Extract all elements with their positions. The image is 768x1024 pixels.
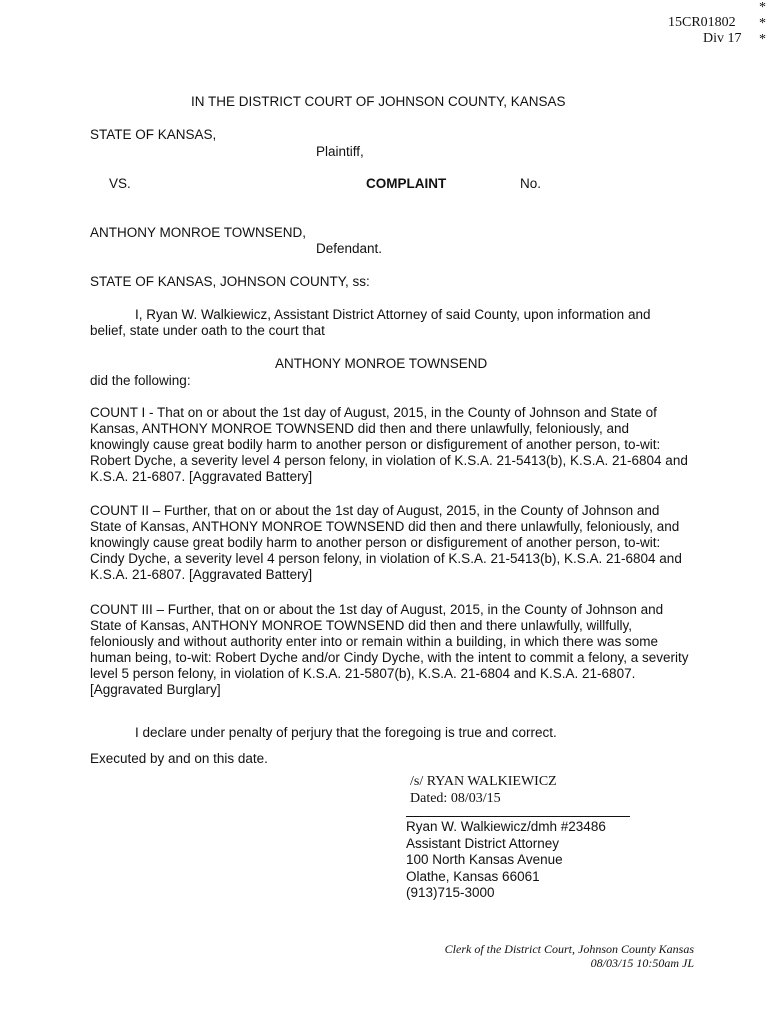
phone-number: (913)715-3000: [406, 885, 495, 900]
filing-timestamp: 08/03/15 10:50am JL: [590, 956, 694, 970]
declaration: I declare under penalty of perjury that the foregoing is true and correct.: [135, 725, 557, 740]
plaintiff-label: Plaintiff,: [316, 144, 364, 159]
defendant-name: ANTHONY MONROE TOWNSEND,: [90, 225, 307, 240]
plaintiff-name: STATE OF KANSAS,: [90, 127, 217, 142]
intro-defendant: ANTHONY MONROE TOWNSEND: [275, 356, 488, 371]
star-mark: *: [759, 16, 766, 31]
case-number-label: No.: [520, 176, 542, 191]
count-paragraph: COUNT II – Further, that on or about the 1st day of August, 2015, in the County of Johnson and State of Kansas, ANTHONY MONROE TOWNSEND did then and there unlawfully, feloniously, and knowingly cause great bodily harm to another person or disfigurement of another person, to-wit: Cindy Dyche, a severity level 4 person felony, in violation of K.S.A. 21-5413(b), K.S.A. 21-6804 and K.S.A. 21-6807. [Aggravated Battery]: [90, 503, 682, 582]
count-paragraph: COUNT I - That on or about the 1st day of August, 2015, in the County of Johnson and State of Kansas, ANTHONY MONROE TOWNSEND did then and there unlawfully, feloniously, and knowingly cause great bodily harm to another person or disfigurement of another person, to-wit: Robert Dyche, a severity level 4 person felony, in violation of K.S.A. 21-5413(b), K.S.A. 21-6804 and K.S.A. 21-6807. [Aggravated Battery]: [90, 405, 688, 484]
intro-paragraph: I, Ryan W. Walkiewicz, Assistant District Attorney of said County, upon information and belief, state under oath to the court that: [90, 307, 651, 338]
defendant-label: Defendant.: [316, 241, 383, 256]
count-paragraph: COUNT III – Further, that on or about the 1st day of August, 2015, in the County of Johnson and State of Kansas, ANTHONY MONROE TOWNSEND did then and there unlawfully, willfully, feloniously and without authority enter into or remain within a building, in which there was some human being, to-wit: Robert Dyche and/or Cindy Dyche, with the intent to commit a felony, a severity level 5 person felony, in violation of K.S.A. 21-5807(b), K.S.A. 21-6804 and K.S.A. 21-6807. [Aggravated Burglary]: [90, 602, 689, 697]
court-title: IN THE DISTRICT COURT OF JOHNSON COUNTY, KANSAS: [191, 94, 566, 109]
versus: VS.: [109, 176, 131, 191]
signer-name: Ryan W. Walkiewicz/dmh #23486: [406, 819, 606, 834]
clerk-stamp: Clerk of the District Court, Johnson County Kansas: [444, 942, 694, 956]
division: Div 17: [703, 31, 742, 46]
did-following: did the following:: [90, 373, 191, 388]
signature-date: Dated: 08/03/15: [410, 791, 501, 806]
executed-statement: Executed by and on this date.: [90, 751, 268, 766]
signer-title: Assistant District Attorney: [406, 835, 560, 851]
electronic-signature: /s/ RYAN WALKIEWICZ: [410, 774, 557, 789]
venue: STATE OF KANSAS, JOHNSON COUNTY, ss:: [90, 274, 370, 289]
document-type: COMPLAINT: [366, 176, 447, 191]
signature-block: [406, 819, 606, 902]
case-number: 15CR01802: [668, 15, 736, 30]
header-stars: [759, 0, 766, 48]
address-line: 100 North Kansas Avenue: [406, 852, 563, 867]
signature-line: [406, 816, 630, 817]
star-mark: *: [759, 32, 766, 47]
address-line: Olathe, Kansas 66061: [406, 868, 540, 884]
star-mark: *: [759, 0, 766, 15]
